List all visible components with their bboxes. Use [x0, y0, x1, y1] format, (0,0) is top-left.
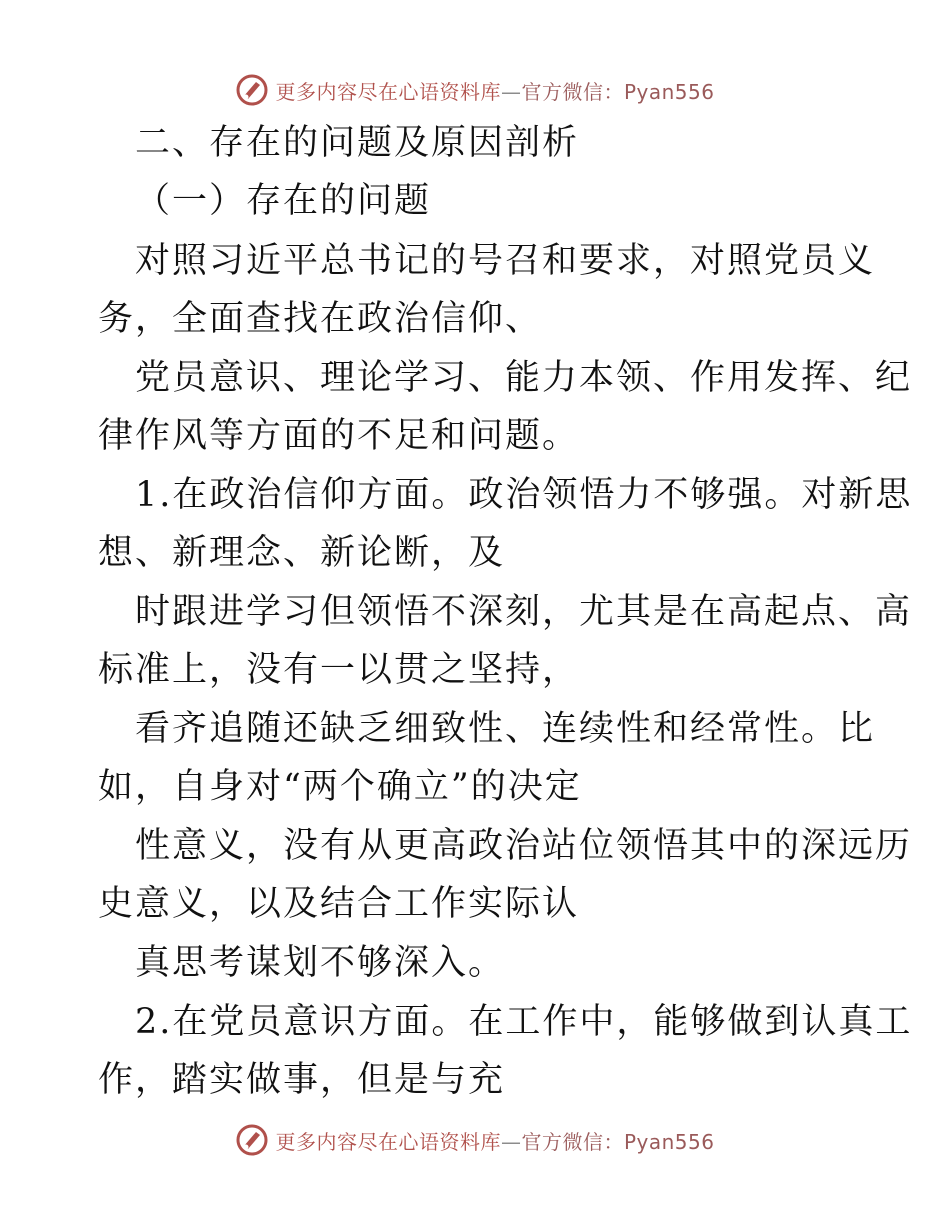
paragraph-line: 如，自身对“两个确立”的决定 [98, 767, 582, 807]
watermark-separator: — [500, 79, 522, 104]
paragraph-line: 性意义，没有从更高政治站位领悟其中的深远历 [135, 826, 913, 866]
paragraph-line: 1.在政治信仰方面。政治领悟力不够强。对新思 [135, 475, 913, 515]
paragraph-line: 律作风等方面的不足和问题。 [98, 416, 580, 456]
section-heading: 二、存在的问题及原因剖析 [135, 123, 580, 163]
watermark-separator: — [500, 1129, 522, 1154]
paragraph-line: 史意义，以及结合工作实际认 [98, 884, 580, 924]
subsection-heading: （一）存在的问题 [135, 181, 432, 221]
paragraph-line: 标准上，没有一以贯之坚持， [98, 650, 580, 690]
watermark-brand: 更多内容尽在心语资料库 [275, 79, 501, 104]
watermark-brand: 更多内容尽在心语资料库 [275, 1129, 501, 1154]
watermark-text [275, 76, 714, 105]
header-watermark [0, 70, 950, 110]
paragraph-line: 看齐追随还缺乏细致性、连续性和经常性。比 [135, 709, 876, 749]
watermark-suffix: 官方微信：Pyan556 [521, 79, 715, 104]
paragraph-line: 对照习近平总书记的号召和要求，对照党员义 [135, 241, 876, 281]
brand-logo-icon [235, 73, 269, 107]
brand-logo-icon [235, 1123, 269, 1157]
paragraph-line: 党员意识、理论学习、能力本领、作用发挥、纪 [135, 358, 913, 398]
footer-watermark [0, 1120, 950, 1160]
watermark-text [275, 1126, 714, 1155]
paragraph-line: 想、新理念、新论断，及 [98, 533, 506, 573]
watermark-suffix: 官方微信：Pyan556 [521, 1129, 715, 1154]
paragraph-line: 务，全面查找在政治信仰、 [98, 299, 543, 339]
paragraph-line: 真思考谋划不够深入。 [135, 943, 506, 983]
paragraph-line: 时跟进学习但领悟不深刻，尤其是在高起点、高 [135, 592, 913, 632]
paragraph-line: 作，踏实做事，但是与充 [98, 1060, 506, 1100]
paragraph-line: 2.在党员意识方面。在工作中，能够做到认真工 [135, 1002, 913, 1042]
